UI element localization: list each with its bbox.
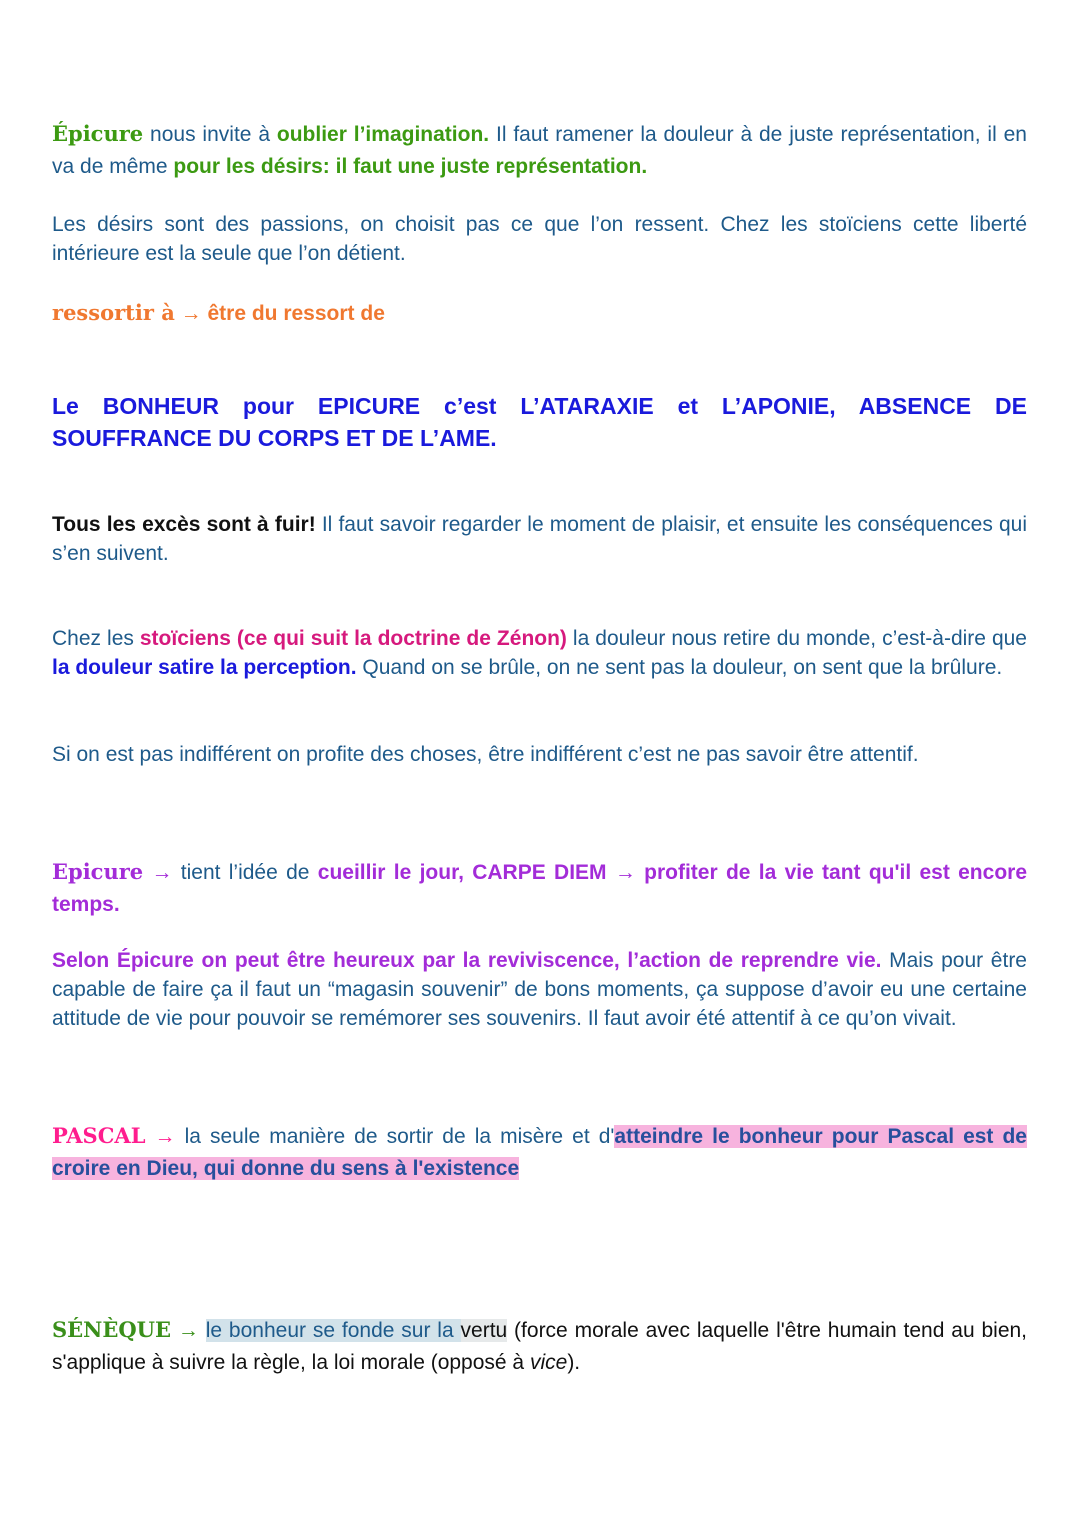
italic-text: vice [529,1351,568,1374]
paragraph-seneque [52,1314,1027,1379]
arrow-icon: → [171,1319,206,1342]
text: la seule manière de sortir de la misère et d' [184,1125,615,1148]
bold-text: profiter de la vie tant qu'il est encore temps. [52,861,1027,916]
text: Chez les [52,627,140,650]
term: ressortir à [52,300,175,325]
text: Il faut ramener la douleur à de juste représentation, il en va de même [52,123,1027,178]
text: Il faut savoir regarder le moment de plaisir, et ensuite les conséquences qui s’en suivent. [52,513,1027,565]
bold-text: Selon Épicure on peut être heureux par la reviviscence, l’action de reprendre vie. [52,949,882,972]
text: la douleur nous retire du monde, c’est-à-dire que [566,627,1027,650]
bold-text: oublier l’imagination. [276,123,490,146]
paragraph-epicure-imagination [52,118,1027,183]
name-epicure: Epicure [52,859,144,884]
arrow-icon: → [174,302,208,325]
text: Mais pour être capable de faire ça il faut un “magasin souvenir” de bons moments, ça suppose d’avoir eu une certaine attitude de vie pour pouvoir se remémorer ses souvenirs. Il faut avoir été attentif à ce qu’on vivait. [52,949,1027,1030]
highlighted-text: le bonheur se fonde sur la [205,1319,461,1342]
text: Quand on se brûle, on ne sent pas la douleur, on sent que la brûlure. [356,656,1003,679]
definition-ressortir [52,298,1027,328]
bold-text: pour les désirs: il faut une juste représentation. [173,155,648,178]
name-seneque: SÉNÈQUE [52,1317,171,1342]
bold-text: Tous les excès sont à fuir! [52,513,316,536]
arrow-icon: → [145,1125,185,1148]
definition: être du ressort de [207,302,385,325]
heading-bonheur-epicure: Le BONHEUR pour EPICURE c’est L’ATARAXIE et L’APONIE, ABSENCE DE SOUFFRANCE DU CORPS ET DE L’AME. [52,393,1027,451]
paragraph-pascal [52,1120,1027,1185]
highlighted-text: atteindre le bonheur pour Pascal est de croire en Dieu, qui donne du sens à l'existence [52,1125,1027,1180]
paragraph-desirs: Les désirs sont des passions, on choisit pas ce que l’on ressent. Chez les stoïciens cette liberté intérieure est la seule que l’on détient. [52,213,1027,265]
name-pascal: PASCAL [52,1123,146,1148]
bold-text: cueillir le jour, CARPE DIEM [317,861,607,884]
bold-text: la douleur satire la perception. [52,656,357,679]
text: (force morale avec laquelle l'être humain tend au bien, s'applique à suivre la règle, la loi morale (opposé à [52,1319,1028,1374]
name-epicure: Épicure [52,121,144,146]
highlighted-text: vertu [460,1319,508,1342]
bold-text: stoïciens (ce qui suit la doctrine de Zénon) [139,627,567,650]
arrow-icon: → [606,861,645,884]
arrow-icon: → [143,861,181,884]
text: ). [567,1351,581,1374]
paragraph-carpe-diem [52,856,1027,921]
text: tient l’idée de [180,861,318,884]
paragraph-stoiciens [52,624,1027,682]
text: nous invite à [143,123,277,146]
paragraph-indifferent: Si on est pas indifférent on profite des choses, être indifférent c’est ne pas savoir être attentif. [52,743,919,766]
paragraph-reviviscence [52,946,1027,1033]
paragraph-exces [52,510,1027,568]
